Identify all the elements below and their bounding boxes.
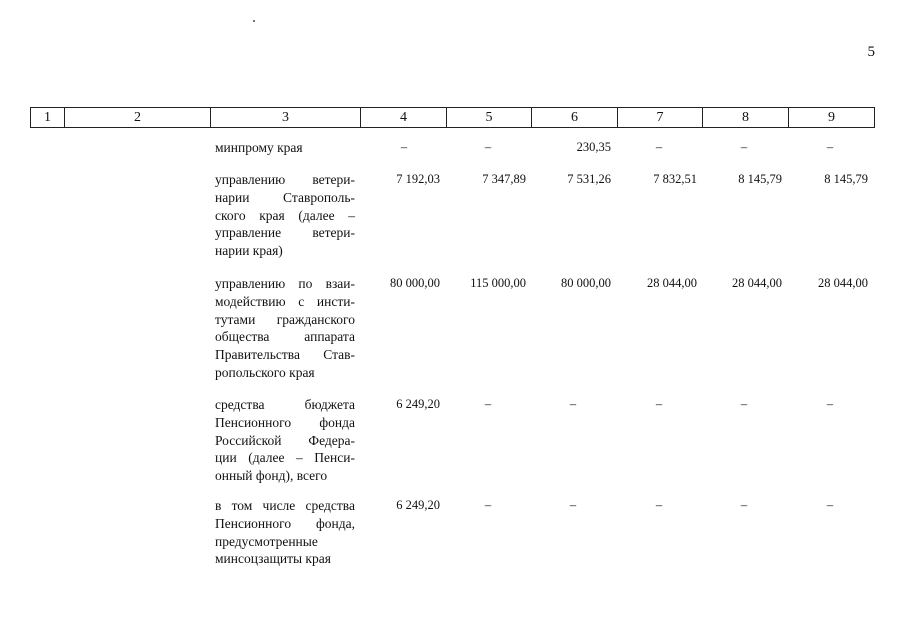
value-col-6: – xyxy=(569,498,577,512)
value-col-7: – xyxy=(655,498,663,512)
value-col-8: – xyxy=(740,397,748,411)
value-col-6: – xyxy=(569,397,577,411)
header-col-6: 6 xyxy=(532,108,618,128)
row-label-line: минсоцзащиты края xyxy=(215,551,331,567)
row-label-line: управлению по взаи- xyxy=(215,276,355,291)
row-label-line: тутами гражданского xyxy=(215,311,355,327)
header-row xyxy=(31,108,875,128)
row-label xyxy=(215,275,355,382)
row-label-line: средства бюджета xyxy=(215,397,355,412)
row-label-line: нарии Ставрополь- xyxy=(215,189,355,205)
header-col-5: 5 xyxy=(447,108,532,128)
value-col-9: – xyxy=(826,498,834,512)
header-col-2: 2 xyxy=(65,108,211,128)
row-label-line: в том числе средства xyxy=(215,498,355,513)
row-label xyxy=(215,139,355,157)
value-col-8: 8 145,79 xyxy=(738,172,782,186)
row-label-line: общества аппарата xyxy=(215,329,355,345)
value-col-8: – xyxy=(740,498,748,512)
row-label-line: нарии края) xyxy=(215,243,283,259)
header-col-8: 8 xyxy=(703,108,789,128)
value-col-4: 6 249,20 xyxy=(396,498,440,512)
value-col-9: – xyxy=(826,397,834,411)
value-col-7: 7 832,51 xyxy=(653,172,697,186)
row-label-line: минпрому края xyxy=(215,140,303,155)
scan-speck xyxy=(253,20,255,22)
value-col-5: – xyxy=(484,397,492,411)
row-label xyxy=(215,171,355,260)
row-label-line: ции (далее – Пенси- xyxy=(215,450,355,466)
value-col-9: 8 145,79 xyxy=(824,172,868,186)
value-col-8: – xyxy=(740,140,748,154)
column-number-header xyxy=(30,107,875,128)
row-label-line: управление ветери- xyxy=(215,225,355,241)
header-col-9: 9 xyxy=(789,108,875,128)
page-number: 5 xyxy=(867,44,875,60)
value-col-7: – xyxy=(655,397,663,411)
row-label xyxy=(215,396,355,485)
row-label-line: управлению ветери- xyxy=(215,172,355,187)
value-col-4: 7 192,03 xyxy=(396,172,440,186)
value-col-8: 28 044,00 xyxy=(732,276,782,290)
value-col-9: – xyxy=(826,140,834,154)
value-col-7: 28 044,00 xyxy=(647,276,697,290)
row-label xyxy=(215,497,355,568)
value-col-5: – xyxy=(484,498,492,512)
value-col-5: 7 347,89 xyxy=(482,172,526,186)
header-col-3: 3 xyxy=(211,108,361,128)
header-col-4: 4 xyxy=(361,108,447,128)
value-col-6: 7 531,26 xyxy=(567,172,611,186)
row-label-line: Пенсионного фонда, xyxy=(215,515,355,531)
header-col-1: 1 xyxy=(31,108,65,128)
value-col-5: 115 000,00 xyxy=(470,276,526,290)
row-label-line: Российской Федера- xyxy=(215,432,355,448)
row-label-line: Правительства Став- xyxy=(215,347,355,363)
header-col-7: 7 xyxy=(618,108,703,128)
value-col-4: 6 249,20 xyxy=(396,397,440,411)
value-col-6: 80 000,00 xyxy=(561,276,611,290)
row-label-line: ского края (далее – xyxy=(215,207,355,223)
value-col-5: – xyxy=(484,140,492,154)
value-col-6: 230,35 xyxy=(576,140,611,154)
row-label-line: Пенсионного фонда xyxy=(215,414,355,430)
row-label-line: предусмотренные xyxy=(215,533,318,549)
row-label-line: онный фонд), всего xyxy=(215,468,328,484)
row-label-line: ропольского края xyxy=(215,364,315,380)
value-col-7: – xyxy=(655,140,663,154)
row-label-line: модействию с инсти- xyxy=(215,293,355,309)
value-col-9: 28 044,00 xyxy=(818,276,868,290)
value-col-4: – xyxy=(400,140,408,154)
value-col-4: 80 000,00 xyxy=(390,276,440,290)
